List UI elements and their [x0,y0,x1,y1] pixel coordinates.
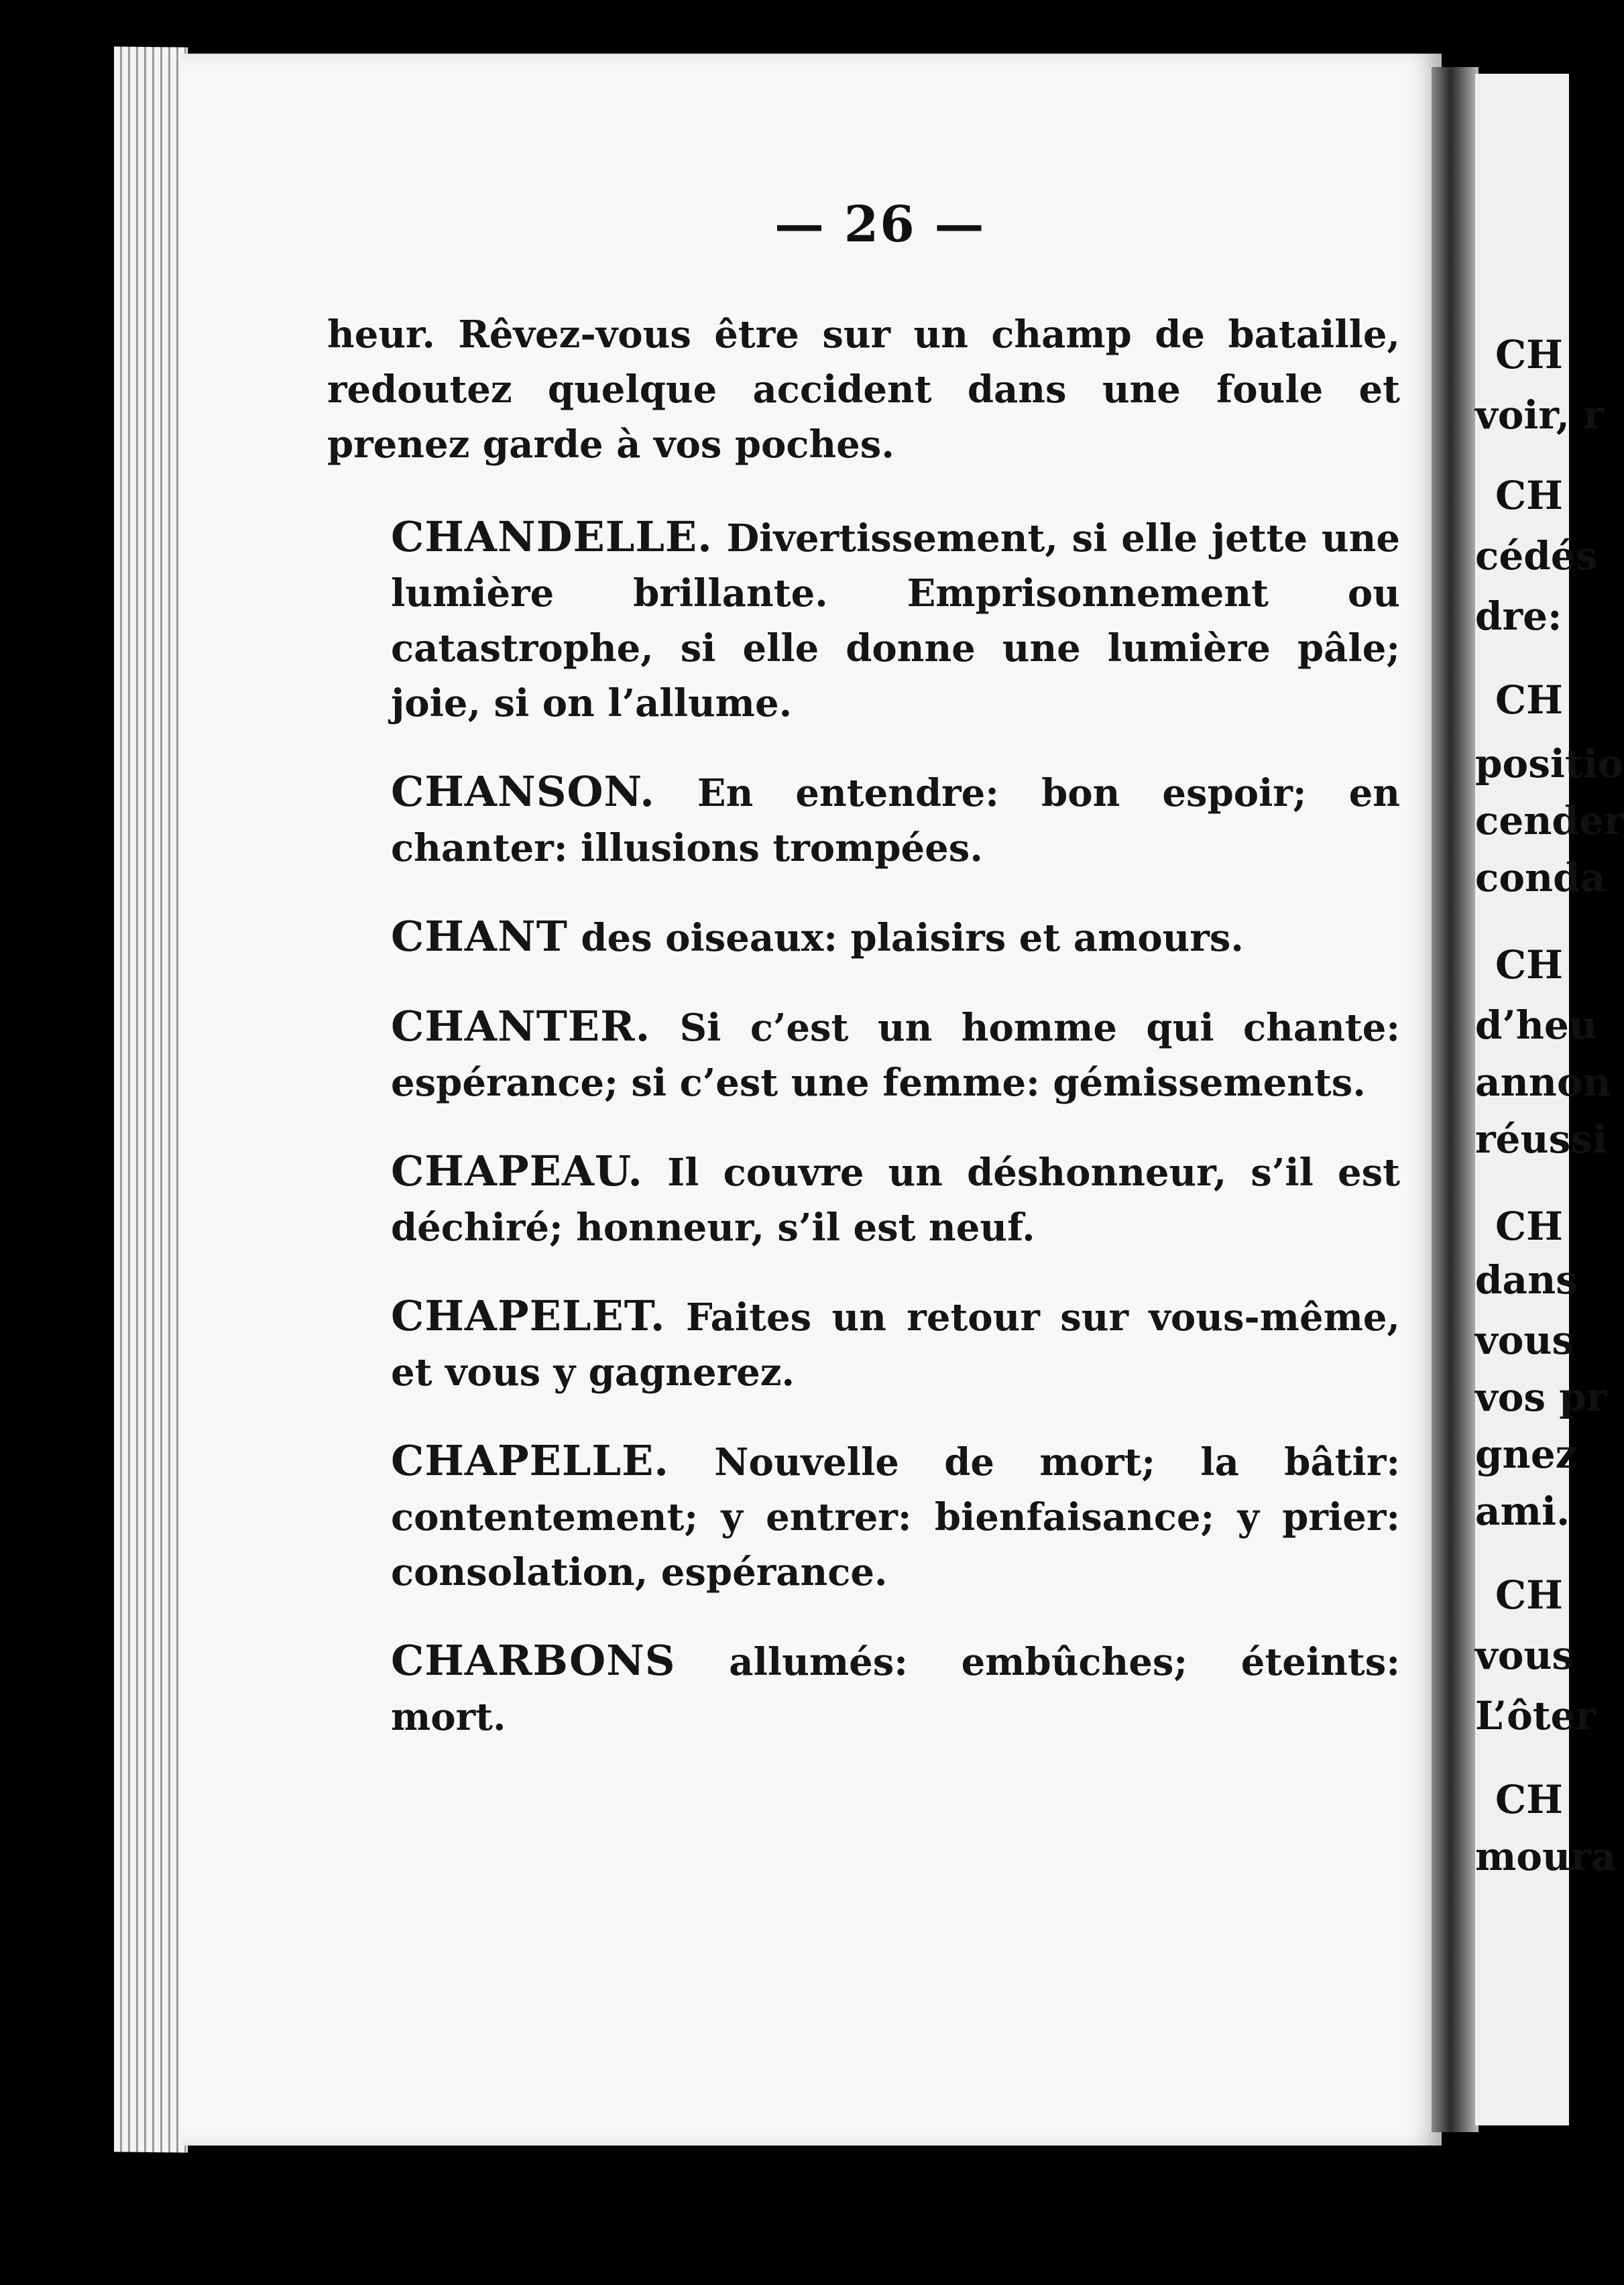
facing-page-text: CH [1495,473,1563,518]
entry-headword: CHARBONS [391,1636,676,1685]
facing-page-text: CH [1495,1204,1563,1249]
dictionary-entry [327,764,1400,876]
page-edge-stack [114,46,188,2152]
facing-page-text: cédés [1475,533,1598,579]
entry-text: En entendre: bon espoir; en chanter: illusions trompées. [391,771,1400,870]
facing-page-text: ami. [1475,1488,1570,1534]
facing-page-text: vos pr [1475,1374,1607,1420]
entry-text: des oiseaux: plaisirs et amours. [567,916,1244,960]
facing-page-text: dans [1475,1257,1578,1303]
facing-page-text: vous [1475,1633,1574,1678]
entry-text: Divertissement, si elle jette une lumière brillante. Emprisonnement ou catastrophe, si elle donne une lumière pâle; joie, si on l’allume. [391,516,1400,725]
facing-page-text: cender [1475,798,1624,843]
entry-headword: CHANSON. [391,767,655,816]
entry-headword: CHANTER. [391,1002,651,1051]
dictionary-entry [327,1633,1400,1745]
facing-page-text: CH [1495,1572,1563,1618]
entry-headword: CHAPELET. [391,1291,666,1340]
entry-text: Si c’est un homme qui chante: espérance; si c’est une femme: gémissements. [391,1006,1400,1105]
dictionary-entry [327,909,1400,965]
facing-page-text: conda [1475,855,1606,900]
facing-page-text: positio [1475,741,1624,786]
facing-page-text: annon [1475,1059,1611,1105]
facing-page-fragment [1475,74,1624,2125]
facing-page-text: d’heu [1475,1002,1597,1048]
dictionary-entry [327,1289,1400,1400]
entry-headword: CHANDELLE. [391,512,713,561]
entry-headword: CHAPEAU. [391,1147,643,1195]
facing-page-text: gnez [1475,1431,1578,1477]
entry-continuation [327,307,1400,472]
entry-text: Nouvelle de mort; la bâtir: contentement; y entrer: bienfaisance; y prier: consolation, espérance. [391,1440,1400,1594]
dictionary-text [327,307,1400,1778]
facing-page-text: CH [1495,332,1563,377]
facing-page-text: CH [1495,942,1563,988]
facing-page-text: L’ôter [1475,1693,1597,1739]
entry-text: Faites un retour sur vous-même, et vous y gagnerez. [391,1295,1400,1395]
facing-page-text: voir, r [1475,392,1604,438]
facing-page-text: dre: [1475,593,1562,639]
facing-page-text: CH [1495,677,1563,723]
book-gutter [1432,67,1478,2132]
facing-page-text: vous [1475,1317,1574,1363]
dictionary-entry [327,1144,1400,1255]
facing-page-text: réussi [1475,1116,1607,1162]
dictionary-entry [327,510,1400,731]
facing-page-text: CH [1495,1777,1563,1822]
dictionary-entry [327,999,1400,1110]
entry-headword: CHANT [391,912,568,961]
facing-page-text: moura [1475,1834,1617,1879]
page-number: — 26 — [774,196,986,253]
entry-headword: CHAPELLE. [391,1436,669,1485]
entry-text: allumés: embûches; éteints: mort. [391,1640,1400,1739]
entry-text: heur. Rêvez-vous être sur un champ de bataille, redoutez quelque accident dans une foule et prenez garde à vos poches. [327,312,1400,467]
dictionary-entry [327,1433,1400,1600]
entry-text: Il couvre un déshonneur, s’il est déchiré; honneur, s’il est neuf. [391,1151,1400,1250]
